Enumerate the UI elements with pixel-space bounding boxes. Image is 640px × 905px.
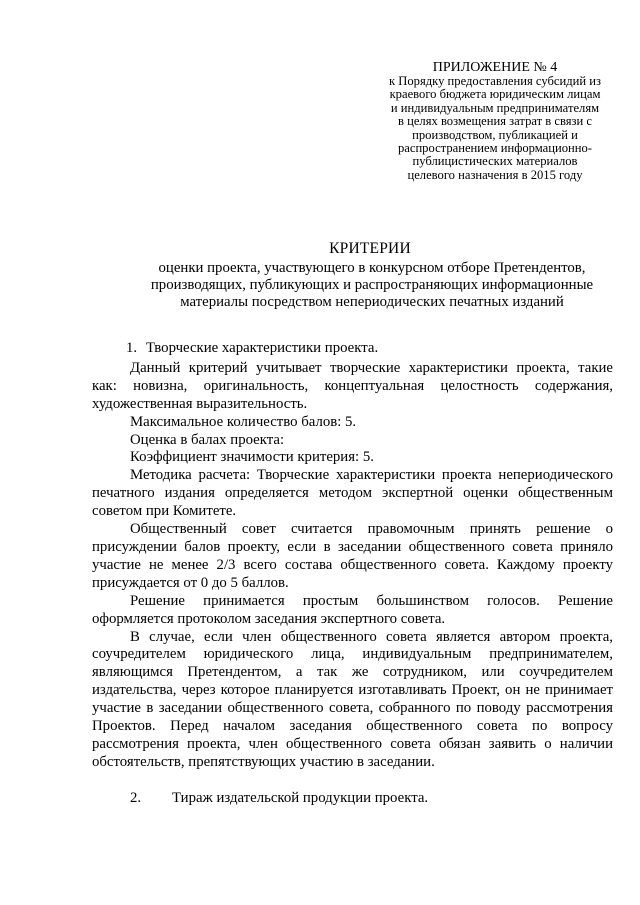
paragraph-council: Общественный совет считается правомочным принять решение о присуждении балов проекту, если в заседании общественного совета приняло участие не менее 2/3 всего состава общественного совета. Каждому проекту присуждается от 0 до 5 баллов. — [92, 521, 613, 591]
appendix-line: в целях возмещения затрат в связи с — [398, 114, 592, 129]
paragraph-method: Методика расчета: Творческие характеристики проекта непериодического печатного издания определяется методом экспертной оценки общественным советом при Комитете. — [92, 467, 613, 520]
paragraph-conflict: В случае, если член общественного совета является автором проекта, соучредителем юридического лица, индивидуальным предпринимателем, являющимся Претендентом, а так же сотрудником, или соучредителем издательства, через которое планируется изготавливать Проект, он не принимает участие в заседании общественного совета, собранного по поводу рассмотрения Проектов. Перед началом заседания общественного совета по вопросу рассмотрения проекта, член общественного совета обязан заявить о наличии обстоятельств, препятствующих участию в заседании. — [92, 628, 613, 770]
section-number: 1. — [126, 340, 138, 356]
appendix-line: публицистических материалов — [412, 154, 578, 169]
section-2-heading — [92, 790, 613, 808]
paragraph-decision: Решение принимается простым большинством голосов. Решение оформляется протоколом заседания экспертного совета. — [92, 592, 613, 627]
section-1-heading — [92, 340, 613, 358]
paragraph-description: Данный критерий учитывает творческие характеристики проекта, такие как: новизна, оригинальность, концептуальная целостность содержания, художественная выразительность. — [92, 359, 613, 412]
appendix-line: краевого бюджета юридическим лицам — [389, 87, 601, 102]
appendix-line: и индивидуальным предпринимателям — [390, 100, 600, 115]
appendix-line: распространением информационно- — [397, 141, 593, 156]
document-subtitle: оценки проекта, участвующего в конкурсном отборе Претендентов, производящих, публикующих и распространяющих информационные материалы посредством непериодических печатных изданий — [150, 260, 594, 310]
document-title: КРИТЕРИИ — [329, 240, 411, 257]
appendix-line: производством, публикацией и — [412, 127, 578, 142]
appendix-block — [370, 60, 620, 182]
section-title: Тираж издательской продукции проекта. — [172, 789, 429, 806]
paragraph-coefficient: Коэффициент значимости критерия: 5. — [130, 449, 374, 466]
section-title: Творческие характеристики проекта. — [146, 340, 379, 356]
document-body — [92, 340, 613, 808]
section-number: 2. — [130, 789, 142, 806]
paragraph-score: Оценка в балах проекта: — [130, 431, 285, 448]
appendix-title: ПРИЛОЖЕНИЕ № 4 — [432, 60, 558, 75]
appendix-line: к Порядку предоставления субсидий из — [389, 74, 601, 88]
appendix-line: целевого назначения в 2015 году — [407, 167, 583, 182]
paragraph-max-points: Максимальное количество балов: 5. — [130, 413, 357, 430]
